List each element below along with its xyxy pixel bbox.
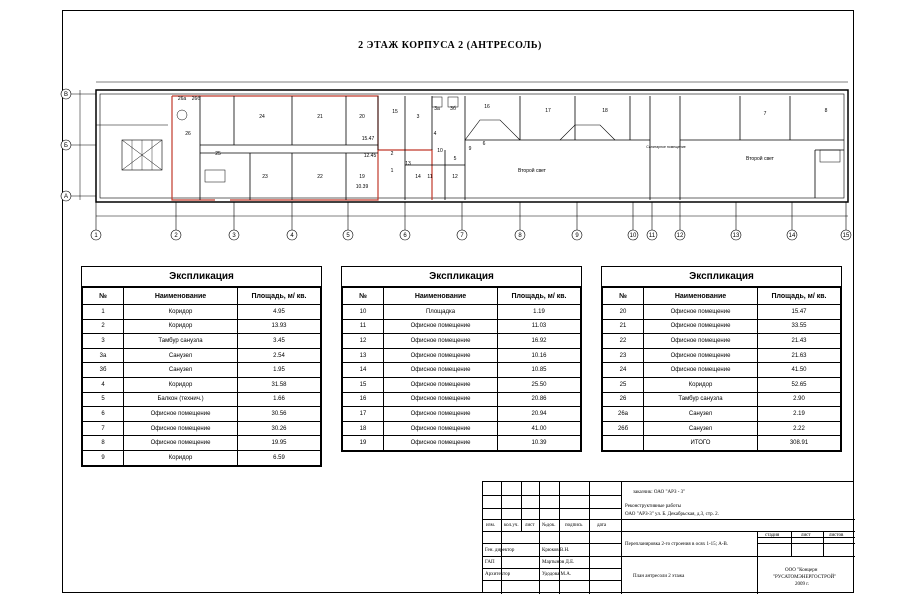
room-label: 2 bbox=[390, 151, 394, 157]
cell-name: Офисное помещение bbox=[124, 421, 238, 436]
cell-name: Балкон (технич.) bbox=[124, 392, 238, 407]
table-row bbox=[603, 319, 841, 334]
room-label: 26 bbox=[185, 131, 191, 137]
axis-9: 9 bbox=[575, 233, 579, 239]
table-caption: Экспликация bbox=[602, 267, 841, 287]
cell-name: Коридор bbox=[124, 305, 238, 320]
table-row bbox=[603, 377, 841, 392]
cell-area: 19.95 bbox=[238, 436, 321, 451]
explication-grid bbox=[602, 287, 841, 451]
cell-number: 2 bbox=[83, 319, 124, 334]
cell-name: Офисное помещение bbox=[384, 392, 498, 407]
table-row bbox=[83, 407, 321, 422]
cell-area: 10.39 bbox=[498, 436, 581, 451]
cell-name: Офисное помещение bbox=[384, 407, 498, 422]
col-head-name: Наименование bbox=[644, 288, 758, 305]
table-row bbox=[343, 377, 581, 392]
room-label: 16 bbox=[484, 104, 490, 110]
cell-area: 13.93 bbox=[238, 319, 321, 334]
cell-area: 6.59 bbox=[238, 450, 321, 465]
col-head: подпись bbox=[565, 523, 583, 528]
room-label: 20 bbox=[359, 114, 365, 120]
cell-number: 26а bbox=[603, 407, 644, 422]
person-name: Мартынов Д.Е. bbox=[542, 560, 575, 565]
cell-area: 31.58 bbox=[238, 377, 321, 392]
cell-name: Офисное помещение bbox=[384, 348, 498, 363]
company-line-2: "РУСАТОМЭНЕРГОСТРОЙ" bbox=[773, 575, 837, 580]
cell-area: 41.00 bbox=[498, 421, 581, 436]
room-label: 18 bbox=[602, 108, 608, 114]
axis-4: 4 bbox=[290, 233, 294, 239]
room-label: 11 bbox=[427, 174, 433, 180]
cell-area: 2.90 bbox=[758, 392, 841, 407]
cell-number: 26 bbox=[603, 392, 644, 407]
axis-b: Б bbox=[64, 143, 68, 149]
table-row bbox=[83, 334, 321, 349]
table-row bbox=[343, 363, 581, 378]
axis-6: 6 bbox=[403, 233, 407, 239]
cell-name: Тамбур санузла bbox=[124, 334, 238, 349]
floor-plan bbox=[0, 0, 900, 250]
axis-2: 2 bbox=[174, 233, 178, 239]
table-row bbox=[603, 348, 841, 363]
cell-area: 10.16 bbox=[498, 348, 581, 363]
table-row bbox=[343, 392, 581, 407]
cell-number: 19 bbox=[343, 436, 384, 451]
cell-name: Санузел bbox=[124, 348, 238, 363]
axis-13: 13 bbox=[732, 233, 740, 239]
cell-area: 2.54 bbox=[238, 348, 321, 363]
cell-area: 25.50 bbox=[498, 377, 581, 392]
table-row-total bbox=[603, 436, 841, 451]
explication-grid bbox=[82, 287, 321, 466]
customer-label: заказчик: ОАО "АРЗ - 3" bbox=[633, 490, 686, 495]
room-label: 26а bbox=[177, 96, 187, 102]
col-head: кол.уч. bbox=[504, 523, 519, 528]
cell-number: 14 bbox=[343, 363, 384, 378]
cell-number: 25 bbox=[603, 377, 644, 392]
cell-number: 11 bbox=[343, 319, 384, 334]
col-head: лист bbox=[525, 523, 535, 528]
room-label: 26б bbox=[191, 96, 201, 102]
axis-15: 15 bbox=[842, 233, 850, 239]
hall-label: Второй свет bbox=[746, 156, 774, 162]
explication-table-1 bbox=[81, 266, 322, 467]
cell-area: 3.45 bbox=[238, 334, 321, 349]
cell-number: 20 bbox=[603, 305, 644, 320]
axis-v: В bbox=[63, 92, 69, 98]
table-row bbox=[603, 421, 841, 436]
cell-area: 20.86 bbox=[498, 392, 581, 407]
cell-number: 3а bbox=[83, 348, 124, 363]
cell-name: Офисное помещение bbox=[124, 407, 238, 422]
cell-area: 10.85 bbox=[498, 363, 581, 378]
cell-area: 1.19 bbox=[498, 305, 581, 320]
person-name: Крюков В.Н. bbox=[542, 548, 570, 553]
cell-name: Санузел bbox=[644, 407, 758, 422]
drawing-title: 2 ЭТАЖ КОРПУСА 2 (АНТРЕСОЛЬ) bbox=[358, 40, 542, 51]
cell-number: 23 bbox=[603, 348, 644, 363]
table-row bbox=[343, 319, 581, 334]
cell-name: Офисное помещение bbox=[384, 363, 498, 378]
sheet-description: Перепланировка 2-го строения в осях 1-15; А-В. bbox=[625, 542, 729, 547]
table-row bbox=[83, 363, 321, 378]
cell-area: 2.22 bbox=[758, 421, 841, 436]
cell-number: 7 bbox=[83, 421, 124, 436]
room-label: 5 bbox=[453, 156, 457, 162]
cell-number: 9 bbox=[83, 450, 124, 465]
cell-area: 1.66 bbox=[238, 392, 321, 407]
cell-number: 3 bbox=[83, 334, 124, 349]
table-row bbox=[83, 436, 321, 451]
room-label: 25 bbox=[215, 151, 221, 157]
room-label: 12 bbox=[452, 174, 458, 180]
cell-area: 11.03 bbox=[498, 319, 581, 334]
room-label: 14 bbox=[415, 174, 421, 180]
explication-table-2 bbox=[341, 266, 582, 452]
project-line-1: Реконструктивные работы bbox=[625, 504, 682, 509]
cell-area: 21.43 bbox=[758, 334, 841, 349]
room-label: 7 bbox=[763, 111, 767, 117]
table-caption: Экспликация bbox=[82, 267, 321, 287]
room-label: 10 bbox=[437, 148, 443, 154]
table-row bbox=[603, 392, 841, 407]
cell-name: Офисное помещение bbox=[124, 436, 238, 451]
table-row bbox=[343, 436, 581, 451]
room-label: 17 bbox=[545, 108, 551, 114]
cell-name: ИТОГО bbox=[644, 436, 758, 451]
cell-number: 17 bbox=[343, 407, 384, 422]
cell-area: 30.56 bbox=[238, 407, 321, 422]
col-head-area: Площадь, м/ кв. bbox=[498, 288, 581, 305]
cell-name: Офисное помещение bbox=[384, 377, 498, 392]
table-caption: Экспликация bbox=[342, 267, 581, 287]
room-label: 23 bbox=[262, 174, 268, 180]
room-label: 3б bbox=[450, 106, 456, 112]
axis-7: 7 bbox=[460, 233, 464, 239]
cell-name: Офисное помещение bbox=[384, 421, 498, 436]
cell-area: 52.65 bbox=[758, 377, 841, 392]
table-row bbox=[603, 305, 841, 320]
cell-name: Офисное помещение bbox=[384, 319, 498, 334]
cell-number: 13 bbox=[343, 348, 384, 363]
axis-8: 8 bbox=[518, 233, 522, 239]
cell-number: 1 bbox=[83, 305, 124, 320]
table-row bbox=[83, 305, 321, 320]
cell-number: 8 bbox=[83, 436, 124, 451]
table-row bbox=[603, 334, 841, 349]
table-row bbox=[343, 348, 581, 363]
room-label: 3а bbox=[434, 106, 440, 112]
cell-name: Санузел bbox=[124, 363, 238, 378]
area-label: 12.45 bbox=[363, 153, 377, 159]
cell-name: Офисное помещение bbox=[644, 319, 758, 334]
room-label: 19 bbox=[359, 174, 365, 180]
person-name: Удодова М.А. bbox=[542, 572, 572, 577]
room-label: 24 bbox=[259, 114, 265, 120]
title-block bbox=[482, 481, 854, 593]
inner-wall-line bbox=[100, 94, 844, 198]
cell-area: 15.47 bbox=[758, 305, 841, 320]
cell-number: 24 bbox=[603, 363, 644, 378]
cell-name: Тамбур санузла bbox=[644, 392, 758, 407]
cell-area: 16.92 bbox=[498, 334, 581, 349]
axis-markers bbox=[61, 89, 851, 240]
cell-number: 5 bbox=[83, 392, 124, 407]
cell-name: Коридор bbox=[124, 450, 238, 465]
cell-name: Офисное помещение bbox=[384, 436, 498, 451]
cell-area: 308.91 bbox=[758, 436, 841, 451]
cell-number: 15 bbox=[343, 377, 384, 392]
table-row bbox=[83, 377, 321, 392]
room-label: 15 bbox=[392, 109, 398, 115]
note-label: Санитарное помещение bbox=[646, 145, 686, 149]
axis-a: А bbox=[63, 194, 69, 200]
cell-name: Площадка bbox=[384, 305, 498, 320]
room-label: 1 bbox=[390, 168, 394, 174]
table-row bbox=[83, 319, 321, 334]
table-row bbox=[343, 305, 581, 320]
axis-1: 1 bbox=[94, 233, 98, 239]
col-head-number: № bbox=[603, 288, 644, 305]
cell-area: 1.95 bbox=[238, 363, 321, 378]
cell-name: Санузел bbox=[644, 421, 758, 436]
table-row bbox=[343, 334, 581, 349]
room-label: 9 bbox=[468, 146, 472, 152]
cell-number: 10 bbox=[343, 305, 384, 320]
explication-grid bbox=[342, 287, 581, 451]
col-head-number: № bbox=[343, 288, 384, 305]
col-head-number: № bbox=[83, 288, 124, 305]
cell-number: 6 bbox=[83, 407, 124, 422]
cell-number: 18 bbox=[343, 421, 384, 436]
cell-area: 33.55 bbox=[758, 319, 841, 334]
cell-name: Офисное помещение bbox=[644, 334, 758, 349]
table-row bbox=[83, 348, 321, 363]
cell-number: 26б bbox=[603, 421, 644, 436]
cell-number: 4 bbox=[83, 377, 124, 392]
axis-11: 11 bbox=[648, 233, 656, 239]
col-head-name: Наименование bbox=[384, 288, 498, 305]
room-label: 21 bbox=[317, 114, 323, 120]
room-label: 3 bbox=[416, 114, 420, 120]
table-row bbox=[343, 421, 581, 436]
cell-number: 12 bbox=[343, 334, 384, 349]
cell-area: 41.50 bbox=[758, 363, 841, 378]
hall-label: Второй свет bbox=[518, 168, 546, 174]
cell-number bbox=[603, 436, 644, 451]
cell-number: 21 bbox=[603, 319, 644, 334]
project-line-2: ОАО "АРЗ-3" ул. Б. Декабрьская, д.3, стр. 2. bbox=[625, 512, 719, 517]
cell-area: 30.26 bbox=[238, 421, 321, 436]
stage-head: лист bbox=[801, 533, 811, 538]
cell-name: Коридор bbox=[644, 377, 758, 392]
col-head: дата bbox=[597, 523, 607, 528]
company-line-1: ООО "Концерн bbox=[785, 568, 818, 573]
axis-10: 10 bbox=[629, 233, 637, 239]
col-head-name: Наименование bbox=[124, 288, 238, 305]
cell-area: 21.63 bbox=[758, 348, 841, 363]
plan-name: План антресоли 2 этажа bbox=[633, 574, 685, 579]
cell-name: Офисное помещение bbox=[384, 334, 498, 349]
role-label: Ген. директор bbox=[485, 548, 515, 553]
axis-3: 3 bbox=[232, 233, 236, 239]
cell-name: Коридор bbox=[124, 377, 238, 392]
col-head-area: Площадь, м/ кв. bbox=[758, 288, 841, 305]
cell-name: Офисное помещение bbox=[644, 363, 758, 378]
room-label: 13 bbox=[405, 161, 411, 167]
room-labels bbox=[178, 96, 828, 190]
room-label: 4 bbox=[433, 131, 437, 137]
col-head: изм. bbox=[486, 523, 495, 528]
explication-table-3 bbox=[601, 266, 842, 452]
cell-name: Офисное помещение bbox=[644, 348, 758, 363]
room-label: 8 bbox=[824, 108, 828, 114]
cell-number: 16 bbox=[343, 392, 384, 407]
stage-head: стадия bbox=[765, 533, 780, 538]
cell-name: Коридор bbox=[124, 319, 238, 334]
table-row bbox=[83, 392, 321, 407]
stage-head: листов bbox=[829, 533, 844, 538]
col-head-area: Площадь, м/ кв. bbox=[238, 288, 321, 305]
axis-12: 12 bbox=[676, 233, 684, 239]
area-label: 15.47 bbox=[361, 136, 375, 142]
cell-area: 2.19 bbox=[758, 407, 841, 422]
table-row bbox=[83, 421, 321, 436]
role-label: ГАП bbox=[485, 560, 495, 565]
cell-area: 4.95 bbox=[238, 305, 321, 320]
role-label: Архитектор bbox=[485, 572, 511, 577]
outer-wall bbox=[96, 90, 848, 202]
axis-14: 14 bbox=[788, 233, 796, 239]
axis-5: 5 bbox=[346, 233, 350, 239]
col-head: №док. bbox=[542, 523, 556, 528]
table-row bbox=[83, 450, 321, 465]
area-label: 10.39 bbox=[355, 184, 369, 190]
room-label: 22 bbox=[317, 174, 323, 180]
cell-number: 22 bbox=[603, 334, 644, 349]
table-row bbox=[603, 407, 841, 422]
cell-number: 3б bbox=[83, 363, 124, 378]
company-line-3: 2009 г. bbox=[795, 582, 809, 587]
table-row bbox=[603, 363, 841, 378]
room-label: 6 bbox=[482, 141, 486, 147]
cell-area: 20.94 bbox=[498, 407, 581, 422]
cell-name: Офисное помещение bbox=[644, 305, 758, 320]
table-row bbox=[343, 407, 581, 422]
